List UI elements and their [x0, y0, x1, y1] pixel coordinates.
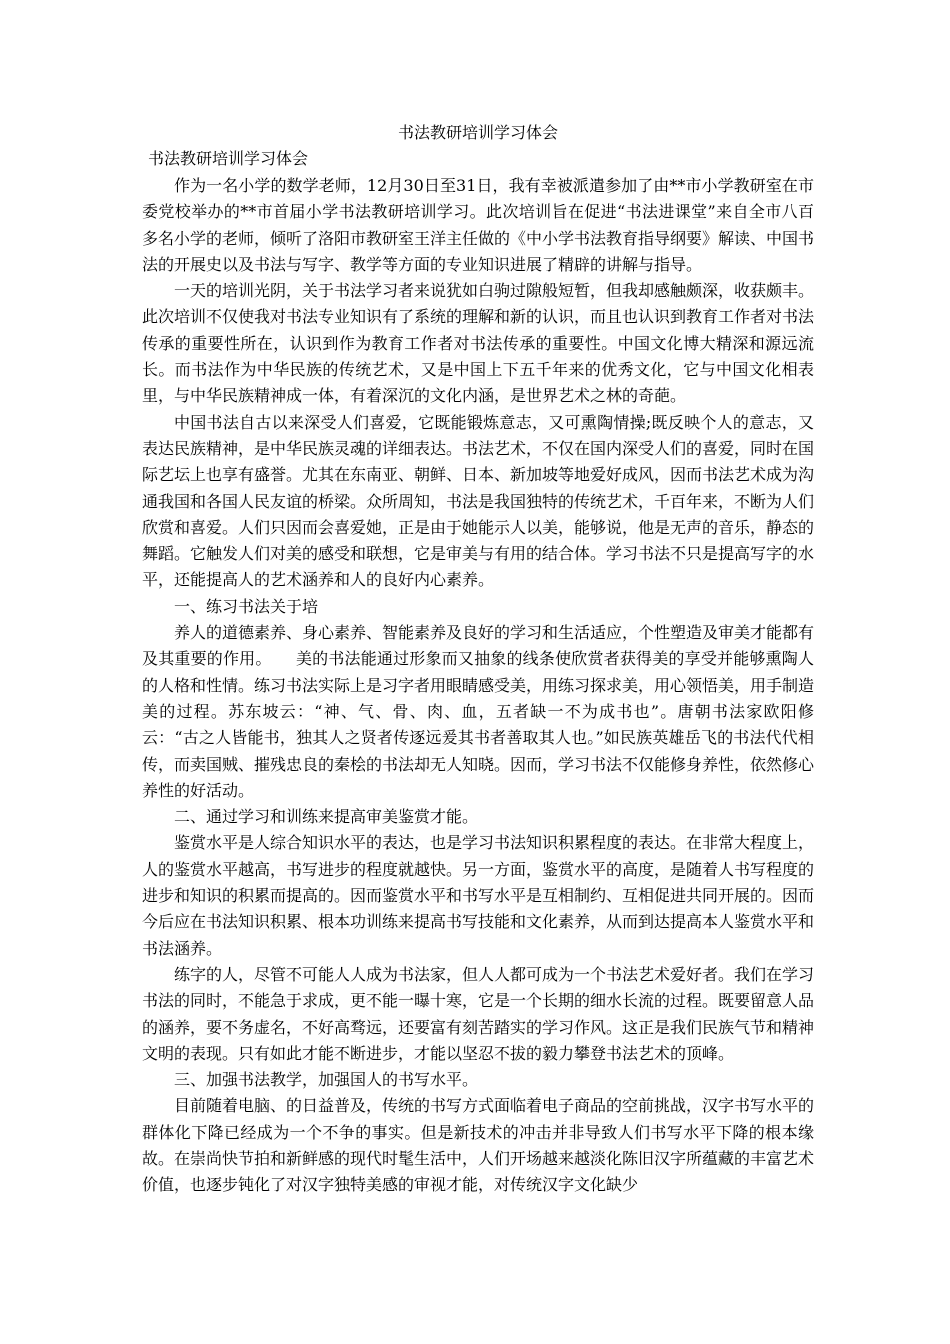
document-title: 书法教研培训学习体会 — [397, 123, 558, 142]
paragraph-chinese-calligraphy: 中国书法自古以来深受人们喜爱，它既能锻炼意志，又可熏陶情操;既反映个人的意志，又表达民族精神，是中华民族灵魂的详细表达。书法艺术，不仅在国内深受人们的喜爱，同时在国际艺坛上也享有盛誉。尤其在东南亚、朝鲜、日本、新加坡等地爱好成风，因而书法艺术成为沟通我国和各国人民友谊的桥梁。众所周知，书法是我国独特的传统艺术，千百年来，不断为人们欣赏和喜爱。人们只因而会喜爱她，正是由于她能示人以美，能够说，他是无声的音乐，静态的舞蹈。它触发人们对美的感受和联想，它是审美与有用的结合体。学习书法不只是提高写字的水平，还能提高人的艺术涵养和人的良好内心素养。 — [142, 412, 815, 590]
document-text — [142, 173, 814, 1199]
paragraph-practice: 练字的人，尽管不可能人人成为书法家，但人人都可成为一个书法艺术爱好者。我们在学习书法的同时，不能急于求成，更不能一曝十寒，它是一个长期的细水长流的过程。既要留意人品的涵养，要不务虚名，不好高骛远，还要富有刻苦踏实的学习作风。这正是我们民族气节和精神文明的表现。只有如此才能不断进步，才能以坚忍不拔的毅力攀登书法艺术的顶峰。 — [142, 964, 815, 1063]
paragraph-computer-era: 目前随着电脑、的日益普及，传统的书写方式面临着电子商品的空前挑战，汉字书写水平的群体化下降已经成为一个不争的事实。但是新技术的冲击并非导致人们书写水平下降的根本缘故。在崇尚快节拍和新鲜感的现代时髦生活中，人们开场越来越淡化陈旧汉字所蕴藏的丰富艺术价值，也逐步钝化了对汉字独特美感的审视才能，对传统汉字文化缺少 — [142, 1096, 815, 1195]
section-heading-three: 三、加强书法教学，加强国人的书写水平。 — [174, 1070, 479, 1090]
section-heading-one: 一、练习书法关于培 — [174, 596, 319, 616]
section-heading-two: 二、通过学习和训练来提高审美鉴赏才能。 — [174, 807, 479, 827]
paragraph-appreciation-level: 鉴赏水平是人综合知识水平的表达，也是学习书法知识积累程度的表达。在非常大程度上，人的鉴赏水平越高，书写进步的程度就越快。另一方面，鉴赏水平的高度，是随着人书写程度的进步和知识的积累而提高的。因而鉴赏水平和书写水平是互相制约、互相促进共同开展的。因而今后应在书法知识积累、根本功训练来提高书写技能和文化素养，从而到达提高本人鉴赏水平和书法涵养。 — [142, 833, 815, 958]
paragraph-training-day: 一天的培训光阴，关于书法学习者来说犹如白驹过隙般短暂，但我却感触颇深，收获颇丰。此次培训不仅使我对书法专业知识有了系统的理解和新的认识，而且也认识到教育工作者对书法传承的重要性所在，认识到作为教育工作者对书法传承的重要性。中国文化博大精深和源远流长。而书法作为中华民族的传统艺术，又是中国上下五千年来的优秀文化，它与中国文化相表里，与中华民族精神成一体，有着深沉的文化内涵，是世界艺术之林的奇葩。 — [142, 281, 815, 406]
document-subtitle: 书法教研培训学习体会 — [148, 149, 309, 168]
paragraph-moral-cultivation: 养人的道德素养、身心素养、智能素养及良好的学习和生活适应，个性塑造及审美才能都有及其重要的作用。 美的书法能通过形象而又抽象的线条使欣赏者获得美的享受并能够熏陶人的人格和性情。练习书法实际上是习字者用眼睛感受美，用练习探求美，用心领悟美，用手制造美的过程。苏东坡云：“神、气、骨、肉、血，五者缺一不为成书也”。唐朝书法家欧阳修云：“古之人皆能书，独其人之贤者传逐远爰其书者善取其人也。”如民族英雄岳飞的书法代代相传，而卖国贼、摧残忠良的秦桧的书法却无人知晓。因而，学习书法不仅能修身养性，依然修心养性的好活动。 — [142, 623, 815, 800]
paragraph-intro: 作为一名小学的数学老师，12月30日至31日，我有幸被派遣参加了由**市小学教研室在市委党校举办的**市首届小学书法教研培训学习。此次培训旨在促进“书法进课堂”来自全市八百多名小学的老师，倾听了洛阳市教研室王洋主任做的《中小学书法教育指导纲要》解读、中国书法的开展史以及书法与写字、教学等方面的专业知识进展了精辟的讲解与指导。 — [142, 176, 815, 274]
